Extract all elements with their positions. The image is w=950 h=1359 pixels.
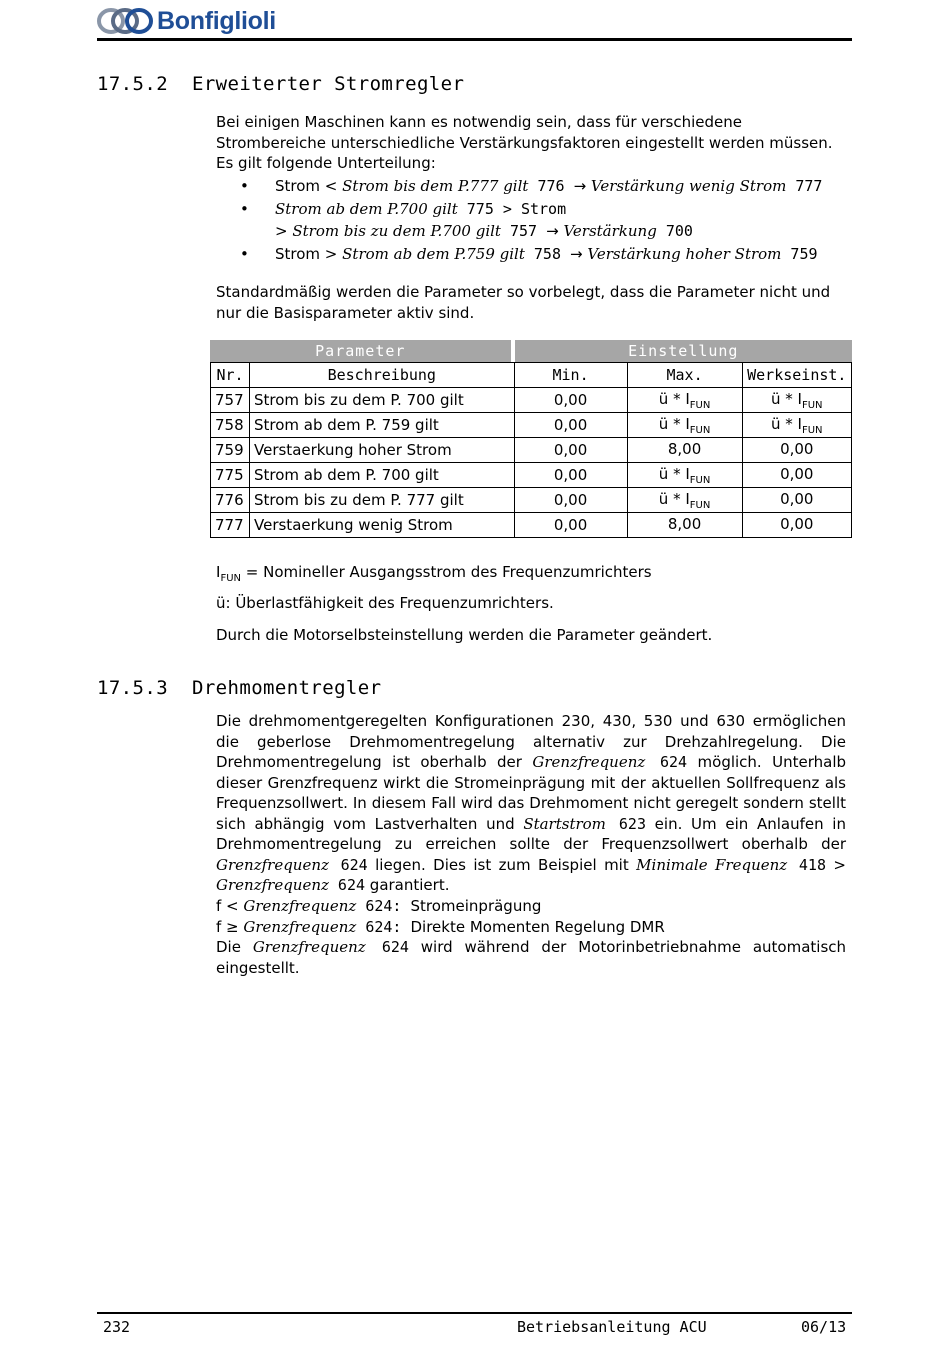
param-number: 776 (528, 177, 574, 195)
cell-max: ü * $I_{FUN}$ (628, 488, 743, 513)
cell-nr: 757 (210, 388, 250, 413)
footer-rule (97, 1312, 852, 1314)
param-number: 757 (500, 222, 547, 240)
param-number: 775 > Strom (457, 199, 567, 218)
table-legend (216, 560, 846, 615)
arrow-right-icon: → (570, 244, 583, 263)
table-column-header (210, 362, 852, 388)
group-header-setting: Einstellung (515, 340, 852, 362)
frequency-line-2: f ≥ Grenzfrequenz 624: Direkte Momenten Regelung DMR (216, 917, 665, 936)
group-header-parameter: Parameter (210, 340, 511, 362)
intro-lead: Es gilt folgende Unterteilung: (216, 154, 436, 172)
cell-nr: 777 (210, 513, 250, 538)
cell-default: 0,00 (743, 488, 852, 513)
bullet-text: Strom > (275, 244, 343, 263)
arrow-right-icon: → (546, 222, 559, 240)
cell-nr: 776 (210, 488, 250, 513)
param-name: Strom ab dem P.700 gilt (275, 199, 458, 218)
cell-default: ü * $I_{FUN}$ (743, 413, 852, 438)
cell-description: Strom bis zu dem P. 777 gilt (250, 488, 515, 513)
cell-nr: 758 (210, 413, 250, 438)
cell-min: 0,00 (515, 438, 628, 463)
table-row (210, 413, 852, 438)
cell-description: Strom ab dem P. 759 gilt (250, 413, 515, 438)
frequency-list (216, 896, 846, 978)
list-item (240, 243, 850, 266)
cell-nr: 759 (210, 438, 250, 463)
section-heading-2 (97, 677, 697, 701)
column-header-max: Max. (628, 362, 743, 388)
column-header-min: Min. (515, 362, 628, 388)
cell-default: 0,00 (743, 438, 852, 463)
list-item (240, 198, 850, 243)
cell-default: 0,00 (743, 513, 852, 538)
cell-description: Strom ab dem P. 700 gilt (250, 463, 515, 488)
bullet-text: Strom < (275, 177, 343, 195)
torque-paragraph: Die drehmomentgeregelten Konfigurationen 230, 430, 530 und 630 ermöglichen die geberlose Drehmomentregelung alternativ zur Drehzahlregelung. Die Drehmomentregelung ist oberhalb der Grenzfrequenz 624 möglich. Unterhalb dieser Grenzfrequenz wirkt die Stromeinprägung mit der aktuellen Sollfrequenz als Frequenzsollwert. In diesem Fall wird das Drehmoment nicht geregelt sondern stellt sich abhängig vom Lastverhalten und Startstrom 623 ein. Um ein Anlaufen in Drehmomentregelung zu erreichen sollte der Frequenzsollwert oberhalb der Grenzfrequenz 624 liegen. Dies ist zum Beispiel mit Minimale Frequenz 418 > Grenzfrequenz 624 garantiert. (216, 712, 847, 894)
footer-date: 06/13 (801, 1318, 847, 1336)
cell-max: 8,00 (628, 438, 743, 463)
cell-description: Strom bis zu dem P. 700 gilt (250, 388, 515, 413)
logo-text: Bonfiglioli (157, 6, 276, 35)
frequency-line-3: Die Grenzfrequenz 624 wird während der Motorinbetriebnahme automatisch eingestellt. (216, 938, 847, 977)
intro-paragraph (216, 112, 846, 174)
cell-min: 0,00 (515, 513, 628, 538)
param-number: 700 (656, 222, 693, 240)
frequency-line-1: f < Grenzfrequenz 624: Stromeinprägung (216, 897, 542, 915)
table-row (210, 438, 852, 463)
section-title: Erweiterter Stromregler (192, 73, 465, 95)
param-name: Strom ab dem P.759 gilt (342, 244, 525, 263)
cell-min: 0,00 (515, 463, 628, 488)
legend-ifun: $I_{FUN}$ = Nomineller Ausgangsstrom des Frequenzumrichters (216, 563, 652, 584)
cell-default: 0,00 (743, 463, 852, 488)
column-header-default: Werkseinst. (743, 362, 852, 388)
param-name: Verstärkung hoher Strom (582, 244, 782, 263)
page-number: 232 (103, 1318, 131, 1336)
section-heading-1 (97, 73, 697, 97)
legend-ue: ü: Überlastfähigkeit des Frequenzumrichters. (216, 594, 554, 612)
bullet-text: > (275, 222, 293, 240)
logo-icon (97, 7, 153, 35)
cell-min: 0,00 (515, 488, 628, 513)
closing-paragraph: Durch die Motorselbsteinstellung werden die Parameter geändert. (216, 626, 713, 644)
table-row (210, 388, 852, 413)
param-number: 758 (524, 244, 571, 263)
param-name: Verstärkung wenig Strom (586, 177, 787, 195)
footer-title: Betriebsanleitung ACU (517, 1318, 707, 1336)
param-number: 759 (781, 244, 818, 263)
table-row (210, 513, 852, 538)
cell-description: Verstaerkung wenig Strom (250, 513, 515, 538)
table-row (210, 488, 852, 513)
cell-default: ü * $I_{FUN}$ (743, 388, 852, 413)
section-number: 17.5.2 (97, 73, 169, 95)
list-item (240, 175, 850, 198)
cell-max: ü * $I_{FUN}$ (628, 463, 743, 488)
cell-max: 8,00 (628, 513, 743, 538)
column-header-nr: Nr. (210, 362, 250, 388)
param-number: 777 (786, 177, 823, 195)
header-rule (97, 38, 852, 41)
brand-logo (97, 5, 297, 37)
cell-min: 0,00 (515, 388, 628, 413)
cell-max: ü * $I_{FUN}$ (628, 413, 743, 438)
section-title: Drehmomentregler (192, 677, 382, 699)
cell-min: 0,00 (515, 413, 628, 438)
bullet-list (240, 175, 850, 265)
arrow-right-icon: → (573, 177, 587, 195)
cell-description: Verstaerkung hoher Strom (250, 438, 515, 463)
param-name: Strom bis dem P.777 gilt (342, 177, 529, 195)
bullet-icon: • (240, 177, 249, 195)
column-header-description: Beschreibung (250, 362, 515, 388)
parameter-table (210, 340, 852, 538)
cell-max: ü * $I_{FUN}$ (628, 388, 743, 413)
intro-text: Bei einigen Maschinen kann es notwendig sein, dass für verschiedene Strombereiche unterschiedliche Verstärkungsfaktoren eingestellt werden müssen. (216, 113, 833, 152)
param-name: Verstärkung (558, 222, 657, 240)
cell-nr: 775 (210, 463, 250, 488)
bullet-icon: • (240, 244, 249, 263)
table-group-header (210, 340, 852, 362)
note-paragraph: Standardmäßig werden die Parameter so vorbelegt, dass die Parameter nicht und nur die Basisparameter aktiv sind. (216, 283, 831, 322)
section-number: 17.5.3 (97, 677, 169, 699)
bullet-icon: • (240, 199, 249, 218)
param-name: Strom bis zu dem P.700 gilt (292, 222, 501, 240)
table-row (210, 463, 852, 488)
